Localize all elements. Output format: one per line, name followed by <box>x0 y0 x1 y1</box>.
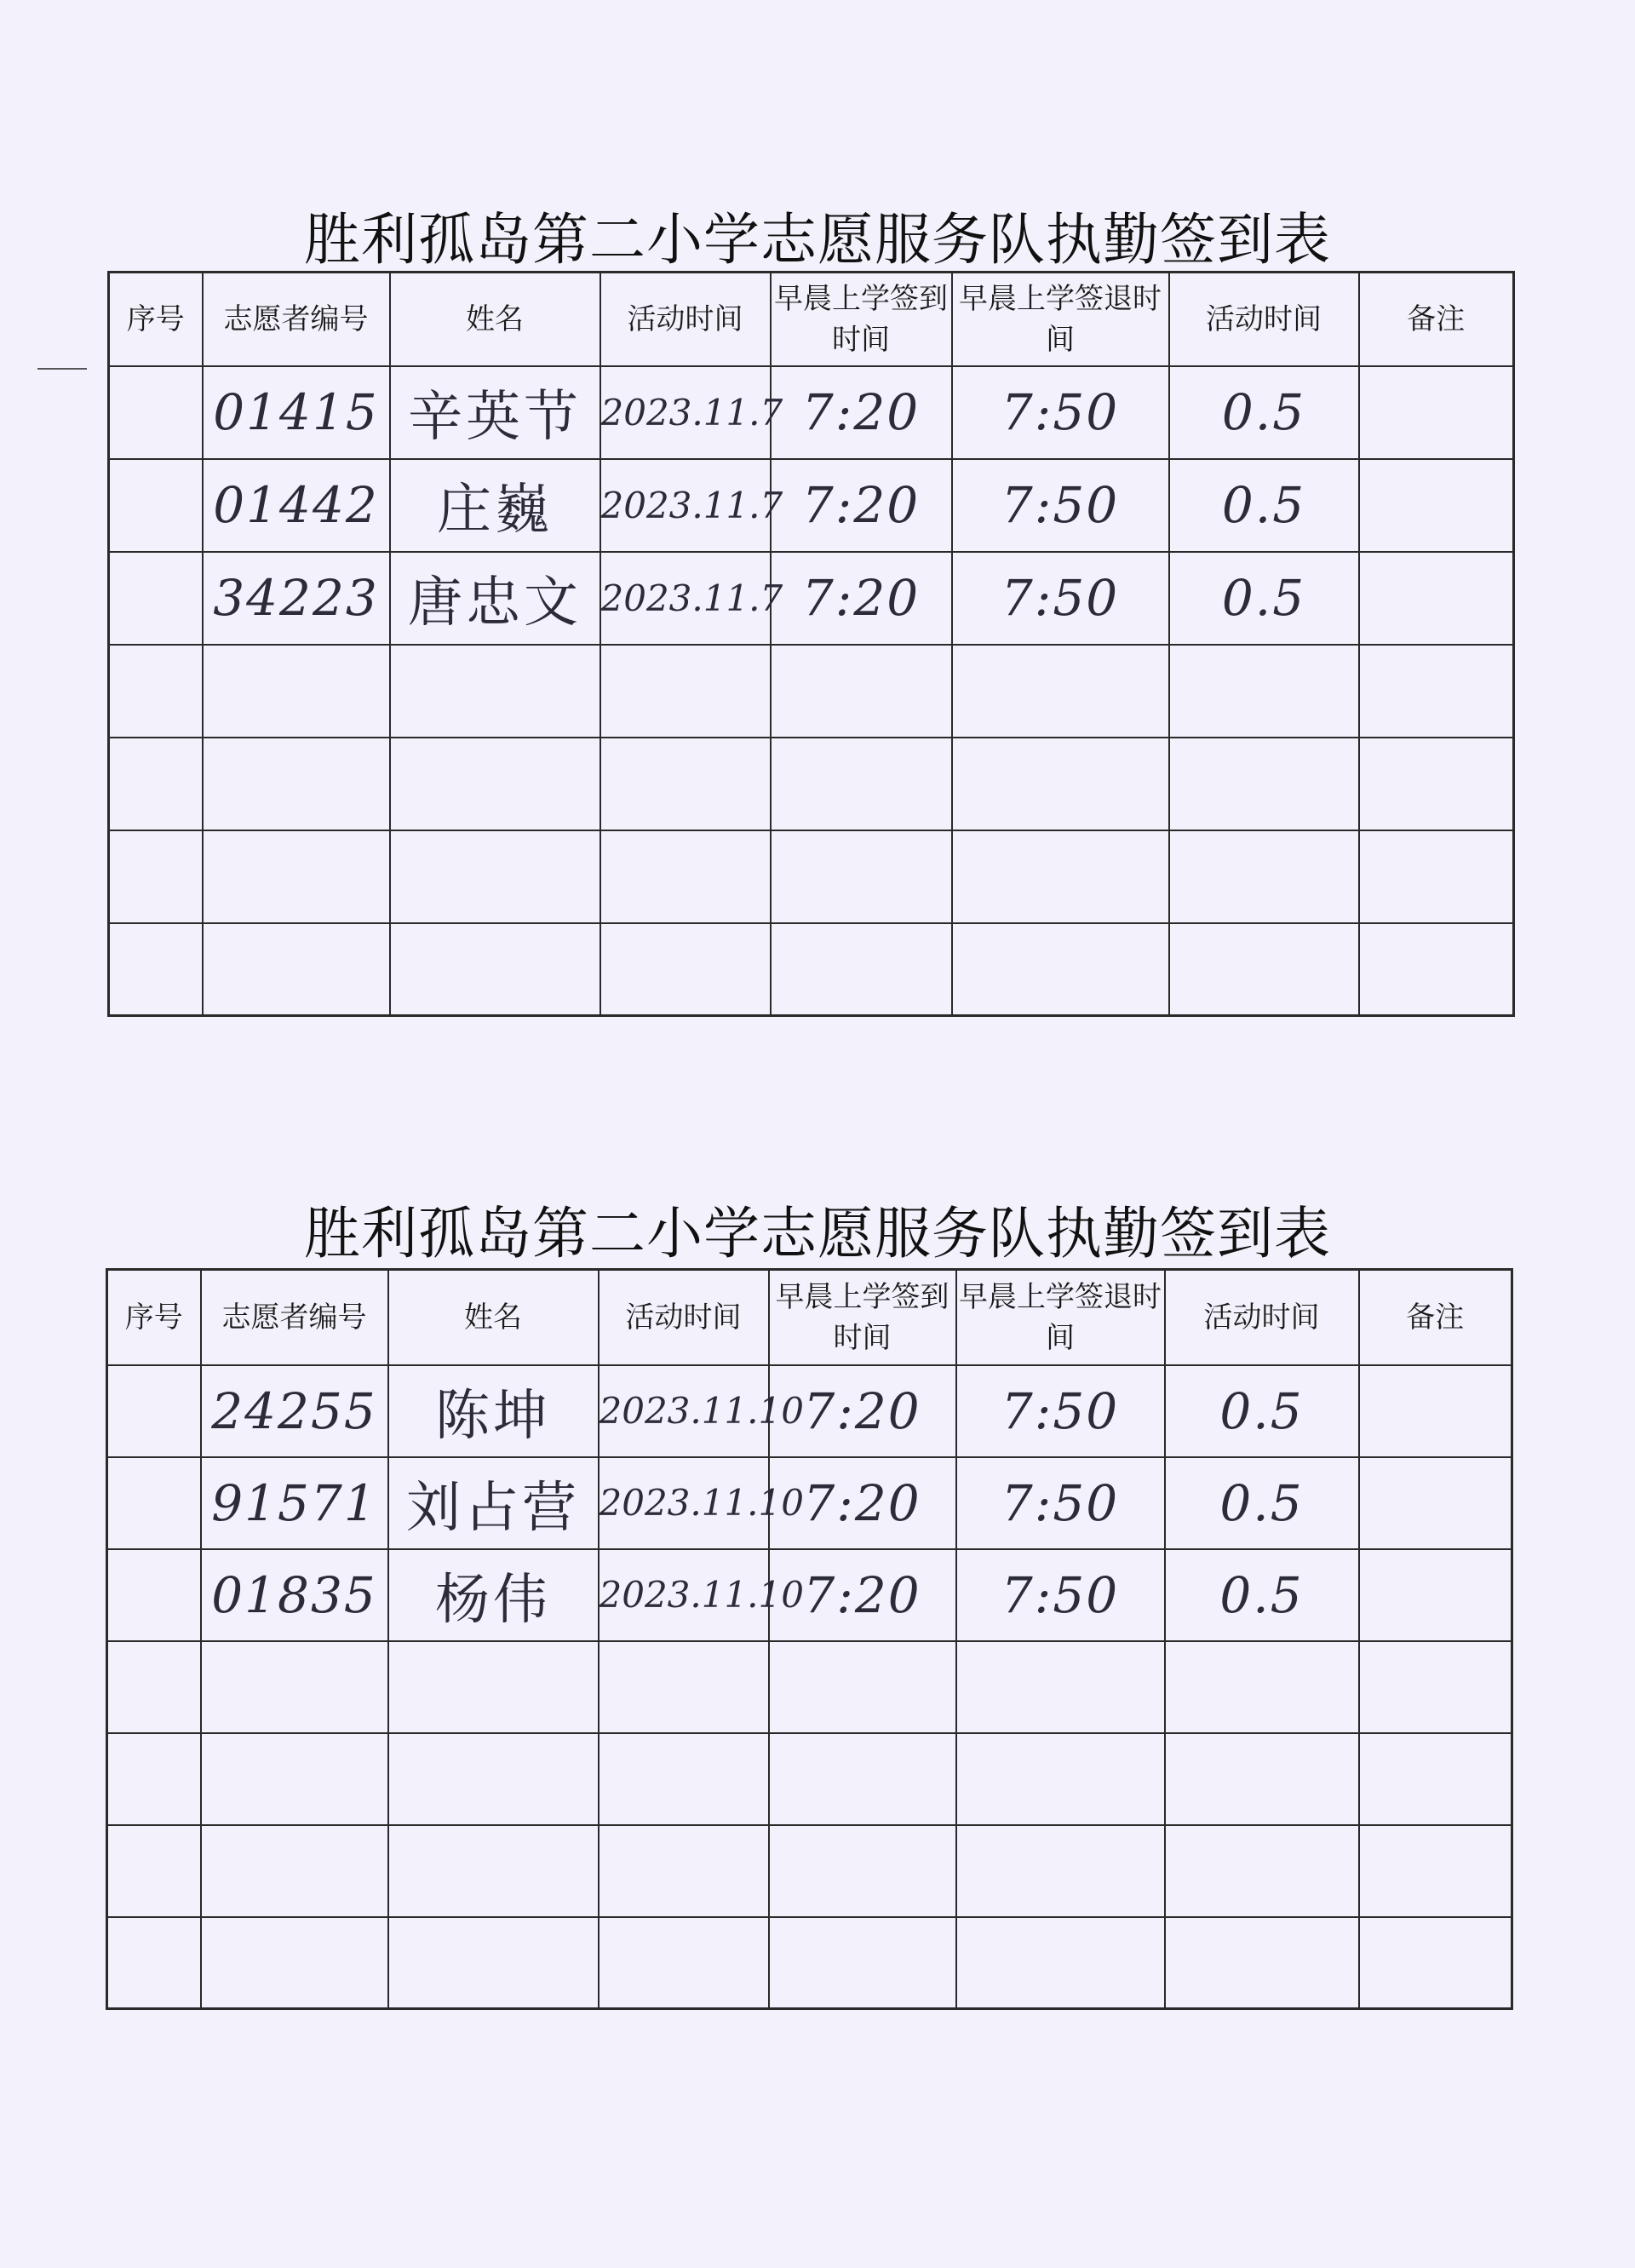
check-out-time-cell <box>956 1641 1165 1733</box>
seq-cell <box>107 1641 201 1733</box>
volunteer-id-cell <box>201 1917 388 2009</box>
check-in-time-cell: 7:20 <box>769 1457 956 1549</box>
check-out-time-cell: 7:50 <box>956 1549 1165 1641</box>
remarks-cell <box>1359 830 1514 923</box>
volunteer-id-cell <box>201 1641 388 1733</box>
table-row <box>107 1641 1512 1733</box>
stray-pen-mark <box>37 368 87 370</box>
activity-hours-cell <box>1169 645 1359 738</box>
remarks-cell <box>1359 1457 1512 1549</box>
check-out-time-cell <box>956 1733 1165 1825</box>
check-in-time-cell <box>769 1733 956 1825</box>
activity-date-cell: 2023.11.7 <box>600 366 771 459</box>
remarks-cell <box>1359 1825 1512 1917</box>
column-header: 备注 <box>1359 1270 1512 1365</box>
column-header: 活动时间 <box>599 1270 769 1365</box>
check-in-time-cell <box>771 923 952 1016</box>
check-out-time-cell: 7:50 <box>952 459 1169 552</box>
name-cell: 陈坤 <box>388 1365 599 1457</box>
column-header: 备注 <box>1359 273 1514 366</box>
check-in-time-cell <box>769 1917 956 2009</box>
activity-hours-cell: 0.5 <box>1165 1365 1359 1457</box>
seq-cell <box>107 1365 201 1457</box>
volunteer-id-cell: 34223 <box>203 552 390 645</box>
table-row <box>109 738 1514 830</box>
activity-date-cell <box>599 1825 769 1917</box>
table-row <box>109 830 1514 923</box>
table-row <box>109 459 1514 552</box>
seq-cell <box>107 1733 201 1825</box>
volunteer-id-cell: 01442 <box>203 459 390 552</box>
name-cell: 唐忠文 <box>390 552 600 645</box>
table-row <box>107 1825 1512 1917</box>
activity-hours-cell: 0.5 <box>1165 1457 1359 1549</box>
header-row <box>109 273 1514 366</box>
name-cell: 刘占营 <box>388 1457 599 1549</box>
name-cell: 辛英节 <box>390 366 600 459</box>
activity-date-cell <box>599 1917 769 2009</box>
activity-hours-cell <box>1169 830 1359 923</box>
activity-date-cell <box>600 645 771 738</box>
seq-cell <box>109 645 203 738</box>
activity-hours-cell <box>1165 1917 1359 2009</box>
column-header: 早晨上学签退时间 <box>956 1270 1165 1365</box>
column-header: 早晨上学签退时间 <box>952 273 1169 366</box>
check-out-time-cell <box>952 738 1169 830</box>
column-header: 活动时间 <box>600 273 771 366</box>
activity-date-cell <box>600 830 771 923</box>
activity-date-cell: 2023.11.10 <box>599 1457 769 1549</box>
remarks-cell <box>1359 1733 1512 1825</box>
check-in-time-cell: 7:20 <box>771 552 952 645</box>
activity-date-cell: 2023.11.10 <box>599 1365 769 1457</box>
name-cell: 杨伟 <box>388 1549 599 1641</box>
volunteer-id-cell <box>203 738 390 830</box>
table-row <box>109 552 1514 645</box>
activity-hours-cell <box>1165 1641 1359 1733</box>
check-in-time-cell <box>769 1825 956 1917</box>
activity-hours-cell: 0.5 <box>1169 366 1359 459</box>
check-in-time-cell: 7:20 <box>771 366 952 459</box>
check-out-time-cell <box>956 1825 1165 1917</box>
remarks-cell <box>1359 738 1514 830</box>
volunteer-id-cell: 01415 <box>203 366 390 459</box>
column-header: 志愿者编号 <box>203 273 390 366</box>
seq-cell <box>109 552 203 645</box>
name-cell <box>388 1917 599 2009</box>
column-header: 活动时间 <box>1169 273 1359 366</box>
remarks-cell <box>1359 923 1514 1016</box>
name-cell <box>390 645 600 738</box>
activity-hours-cell: 0.5 <box>1165 1549 1359 1641</box>
check-in-time-cell: 7:20 <box>769 1549 956 1641</box>
name-cell <box>390 923 600 1016</box>
header-row <box>107 1270 1512 1365</box>
seq-cell <box>109 366 203 459</box>
seq-cell <box>109 923 203 1016</box>
volunteer-id-cell: 24255 <box>201 1365 388 1457</box>
seq-cell <box>107 1457 201 1549</box>
activity-hours-cell <box>1169 923 1359 1016</box>
activity-hours-cell <box>1165 1733 1359 1825</box>
activity-date-cell <box>599 1733 769 1825</box>
check-in-time-cell <box>771 645 952 738</box>
activity-hours-cell: 0.5 <box>1169 459 1359 552</box>
volunteer-id-cell <box>201 1825 388 1917</box>
column-header: 姓名 <box>390 273 600 366</box>
table-row <box>107 1549 1512 1641</box>
remarks-cell <box>1359 552 1514 645</box>
column-header: 姓名 <box>388 1270 599 1365</box>
volunteer-id-cell <box>203 923 390 1016</box>
volunteer-id-cell: 91571 <box>201 1457 388 1549</box>
seq-cell <box>107 1825 201 1917</box>
column-header: 志愿者编号 <box>201 1270 388 1365</box>
check-out-time-cell: 7:50 <box>956 1365 1165 1457</box>
name-cell <box>388 1641 599 1733</box>
check-out-time-cell: 7:50 <box>952 552 1169 645</box>
check-in-time-cell <box>771 830 952 923</box>
check-out-time-cell: 7:50 <box>956 1457 1165 1549</box>
check-in-time-cell: 7:20 <box>769 1365 956 1457</box>
activity-date-cell <box>599 1641 769 1733</box>
check-out-time-cell <box>952 645 1169 738</box>
table-row <box>109 645 1514 738</box>
activity-hours-cell: 0.5 <box>1169 552 1359 645</box>
table-row <box>107 1365 1512 1457</box>
check-in-time-cell: 7:20 <box>771 459 952 552</box>
seq-cell <box>109 459 203 552</box>
table-row <box>107 1917 1512 2009</box>
volunteer-id-cell <box>203 830 390 923</box>
check-out-time-cell <box>952 923 1169 1016</box>
volunteer-id-cell <box>201 1733 388 1825</box>
remarks-cell <box>1359 1917 1512 2009</box>
volunteer-id-cell: 01835 <box>201 1549 388 1641</box>
column-header: 活动时间 <box>1165 1270 1359 1365</box>
seq-cell <box>107 1549 201 1641</box>
check-out-time-cell <box>952 830 1169 923</box>
table-row <box>109 366 1514 459</box>
remarks-cell <box>1359 459 1514 552</box>
name-cell <box>388 1733 599 1825</box>
seq-cell <box>109 738 203 830</box>
activity-date-cell: 2023.11.7 <box>600 552 771 645</box>
activity-date-cell <box>600 738 771 830</box>
name-cell <box>390 738 600 830</box>
check-out-time-cell: 7:50 <box>952 366 1169 459</box>
column-header: 序号 <box>109 273 203 366</box>
activity-hours-cell <box>1169 738 1359 830</box>
remarks-cell <box>1359 1365 1512 1457</box>
sheet-title: 胜利孤岛第二小学志愿服务队执勤签到表 <box>304 207 1331 273</box>
name-cell <box>390 830 600 923</box>
sheet-title: 胜利孤岛第二小学志愿服务队执勤签到表 <box>304 1201 1331 1266</box>
check-in-time-cell <box>771 738 952 830</box>
volunteer-id-cell <box>203 645 390 738</box>
name-cell <box>388 1825 599 1917</box>
name-cell: 庄巍 <box>390 459 600 552</box>
seq-cell <box>107 1917 201 2009</box>
remarks-cell <box>1359 366 1514 459</box>
activity-date-cell: 2023.11.7 <box>600 459 771 552</box>
check-in-time-cell <box>769 1641 956 1733</box>
seq-cell <box>109 830 203 923</box>
table-row <box>109 923 1514 1016</box>
activity-hours-cell <box>1165 1825 1359 1917</box>
activity-date-cell <box>600 923 771 1016</box>
remarks-cell <box>1359 1641 1512 1733</box>
check-out-time-cell <box>956 1917 1165 2009</box>
remarks-cell <box>1359 1549 1512 1641</box>
column-header: 早晨上学签到时间 <box>769 1270 956 1365</box>
activity-date-cell: 2023.11.10 <box>599 1549 769 1641</box>
table-row <box>107 1733 1512 1825</box>
column-header: 早晨上学签到时间 <box>771 273 952 366</box>
table-row <box>107 1457 1512 1549</box>
column-header: 序号 <box>107 1270 201 1365</box>
sign-in-table <box>106 1268 1513 2010</box>
sign-in-table <box>107 271 1515 1017</box>
remarks-cell <box>1359 645 1514 738</box>
